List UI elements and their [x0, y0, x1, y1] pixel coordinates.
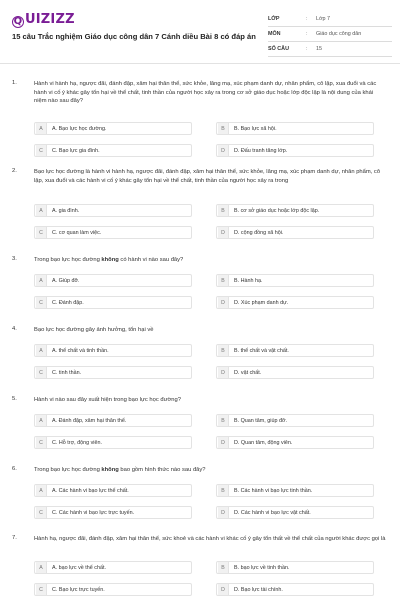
question-number: 1.	[12, 80, 17, 86]
option-text: C. Đánh đập.	[52, 299, 84, 306]
option-text: B. Bạo lực xã hội.	[234, 125, 277, 132]
meta-value: Lớp 7	[316, 16, 331, 22]
option-letter: C	[36, 584, 47, 595]
option-text: B. Hành hạ.	[234, 277, 263, 284]
option-letter: D	[218, 227, 229, 238]
option-letter: C	[36, 145, 47, 156]
option-text: B. bạo lực về tinh thần.	[234, 564, 290, 571]
option-letter: C	[36, 507, 47, 518]
option-letter: D	[218, 584, 229, 595]
option-letter: D	[218, 145, 229, 156]
option-text: A. Các hành vi bạo lực thể chất.	[52, 487, 129, 494]
question-number: 2.	[12, 168, 17, 174]
question-text	[34, 256, 386, 265]
option-text: D. Xúc phạm danh dự.	[234, 299, 289, 306]
option-text: C. cơ quan làm việc.	[52, 229, 102, 236]
option-b[interactable]	[216, 122, 374, 135]
option-a[interactable]	[34, 204, 192, 217]
option-c[interactable]	[34, 226, 192, 239]
option-a[interactable]	[34, 414, 192, 427]
option-letter: A	[36, 345, 47, 356]
option-a[interactable]	[34, 561, 192, 574]
option-d[interactable]	[216, 366, 374, 379]
option-letter: B	[218, 485, 229, 496]
question-number: 5.	[12, 396, 17, 402]
meta-separator: :	[306, 46, 308, 52]
question-emphasis: không	[101, 467, 119, 473]
option-letter: A	[36, 205, 47, 216]
option-letter: B	[218, 123, 229, 134]
question-text: Bạo lực học đường gây ảnh hưởng, tổn hại về	[34, 327, 154, 333]
question-text-part: bao gồm hình thức nào sau đây?	[118, 467, 206, 473]
option-d[interactable]	[216, 144, 374, 157]
meta-row-subject	[268, 27, 392, 42]
logo-letter-q: Q	[13, 16, 23, 27]
question-text-part: Trong bạo lực học đường	[34, 467, 102, 473]
option-b[interactable]	[216, 414, 374, 427]
question-text: Hành vi nào sau đây xuất hiện trong bạo lực học đường?	[34, 397, 181, 403]
option-letter: C	[36, 437, 47, 448]
question-emphasis: không	[101, 257, 119, 263]
meta-row-question-count	[268, 42, 392, 57]
option-c[interactable]	[34, 436, 192, 449]
option-text: B. thể chất và vật chất.	[234, 347, 289, 354]
option-letter: C	[36, 297, 47, 308]
option-letter: B	[218, 205, 229, 216]
option-c[interactable]	[34, 296, 192, 309]
option-text: D. Quan tâm, động viên.	[234, 439, 293, 446]
quizizz-logo	[12, 12, 75, 28]
option-d[interactable]	[216, 436, 374, 449]
option-d[interactable]	[216, 296, 374, 309]
option-b[interactable]	[216, 561, 374, 574]
meta-label: SỐ CÂU	[268, 46, 289, 52]
option-a[interactable]	[34, 344, 192, 357]
question-text	[34, 466, 386, 475]
question-text-part: có hành vi nào sau đây?	[118, 257, 184, 263]
option-text: D. Các hành vi bạo lực vật chất.	[234, 509, 311, 516]
worksheet-meta	[268, 12, 392, 57]
option-letter: B	[218, 562, 229, 573]
meta-label: LỚP	[268, 16, 280, 22]
option-letter: D	[218, 507, 229, 518]
option-text: C. Bạo lực trực tuyến.	[52, 586, 105, 593]
option-text: C. Bạo lực gia đình.	[52, 147, 100, 154]
option-b[interactable]	[216, 484, 374, 497]
option-letter: A	[36, 275, 47, 286]
option-letter: A	[36, 485, 47, 496]
option-d[interactable]	[216, 583, 374, 596]
meta-row-grade	[268, 12, 392, 27]
option-letter: B	[218, 275, 229, 286]
option-letter: A	[36, 415, 47, 426]
option-text: B. cơ sở giáo dục hoặc lớp độc lập.	[234, 207, 320, 214]
option-letter: D	[218, 437, 229, 448]
question-number: 6.	[12, 466, 17, 472]
option-letter: B	[218, 345, 229, 356]
question-text: Bạo lực học đường là hành vi hành hạ, ngược đãi, đánh đập, xâm hại thân thể, sức khỏe, lăng mạ, xúc phạm danh dự, nhân phẩm, cô lập, xua đuổi và các hành vi cố ý khác gây tổn hại về thể chất, tinh thần của người học xảy ra trong	[34, 169, 381, 184]
meta-value: Giáo dục công dân	[316, 31, 362, 37]
option-letter: B	[218, 415, 229, 426]
option-letter: A	[36, 123, 47, 134]
option-text: A. Đánh đập, xâm hại thân thể.	[52, 417, 127, 424]
option-letter: C	[36, 367, 47, 378]
question-number: 7.	[12, 535, 17, 541]
option-c[interactable]	[34, 144, 192, 157]
option-text: B. Quan tâm, giúp đỡ.	[234, 417, 287, 424]
meta-label: MÔN	[268, 31, 281, 37]
option-text: A. Bạo lực học đường.	[52, 125, 107, 132]
option-letter: C	[36, 227, 47, 238]
option-text: D. cộng đồng xã hội.	[234, 229, 284, 236]
option-c[interactable]	[34, 583, 192, 596]
option-c[interactable]	[34, 366, 192, 379]
question-text-part: Trong bạo lực học đường	[34, 257, 102, 263]
worksheet-title: 15 câu Trắc nghiệm Giáo dục công dân 7 Cánh diều Bài 8 có đáp án	[12, 32, 256, 41]
option-text: D. Đấu tranh tăng lớp.	[234, 147, 288, 154]
option-letter: D	[218, 367, 229, 378]
option-text: C. Các hành vi bạo lực trực tuyến.	[52, 509, 135, 516]
option-letter: A	[36, 562, 47, 573]
question-number: 3.	[12, 256, 17, 262]
option-d[interactable]	[216, 506, 374, 519]
meta-separator: :	[306, 31, 308, 37]
option-d[interactable]	[216, 226, 374, 239]
option-text: A. thể chất và tinh thần.	[52, 347, 109, 354]
option-a[interactable]	[34, 274, 192, 287]
option-a[interactable]	[34, 484, 192, 497]
option-a[interactable]	[34, 122, 192, 135]
option-letter: D	[218, 297, 229, 308]
question-text: Hành hạ, ngược đãi, đánh đập, xâm hại thân thể, sức khoẻ và các hành vi khác cố ý gây tổn thất về thể chất của người khác được gọi là	[34, 536, 386, 542]
option-text: D. vật chất.	[234, 369, 262, 376]
meta-separator: :	[306, 16, 308, 22]
worksheet-header	[0, 0, 400, 64]
option-b[interactable]	[216, 204, 374, 217]
option-text: C. tinh thần.	[52, 369, 82, 376]
question-number: 4.	[12, 326, 17, 332]
option-c[interactable]	[34, 506, 192, 519]
option-text: D. Bạo lực tài chính.	[234, 586, 283, 593]
option-text: A. bạo lực về thể chất.	[52, 564, 106, 571]
logo-text: UIZIZZ	[25, 12, 75, 27]
option-b[interactable]	[216, 344, 374, 357]
option-text: C. Hỗ trợ, động viên.	[52, 439, 102, 446]
option-text: B. Các hành vi bạo lực tinh thần.	[234, 487, 313, 494]
meta-value: 15	[316, 46, 322, 52]
question-text: Hành vi hành hạ, ngược đãi, đánh đập, xâm hại thân thể, sức khỏe, lăng mạ, xúc phạm danh dự, nhân phẩm, cô lập, xua đuổi và các hành vi cố ý khác gây tổn hại về thể chất, tinh thần của người học xảy ra trong cơ sở giáo dục hoặc lớp độc lập là nội dung của khái niệm nào sau đây?	[34, 81, 377, 105]
option-text: A. gia đình.	[52, 207, 80, 214]
option-text: A. Giúp đỡ.	[52, 277, 80, 284]
option-b[interactable]	[216, 274, 374, 287]
